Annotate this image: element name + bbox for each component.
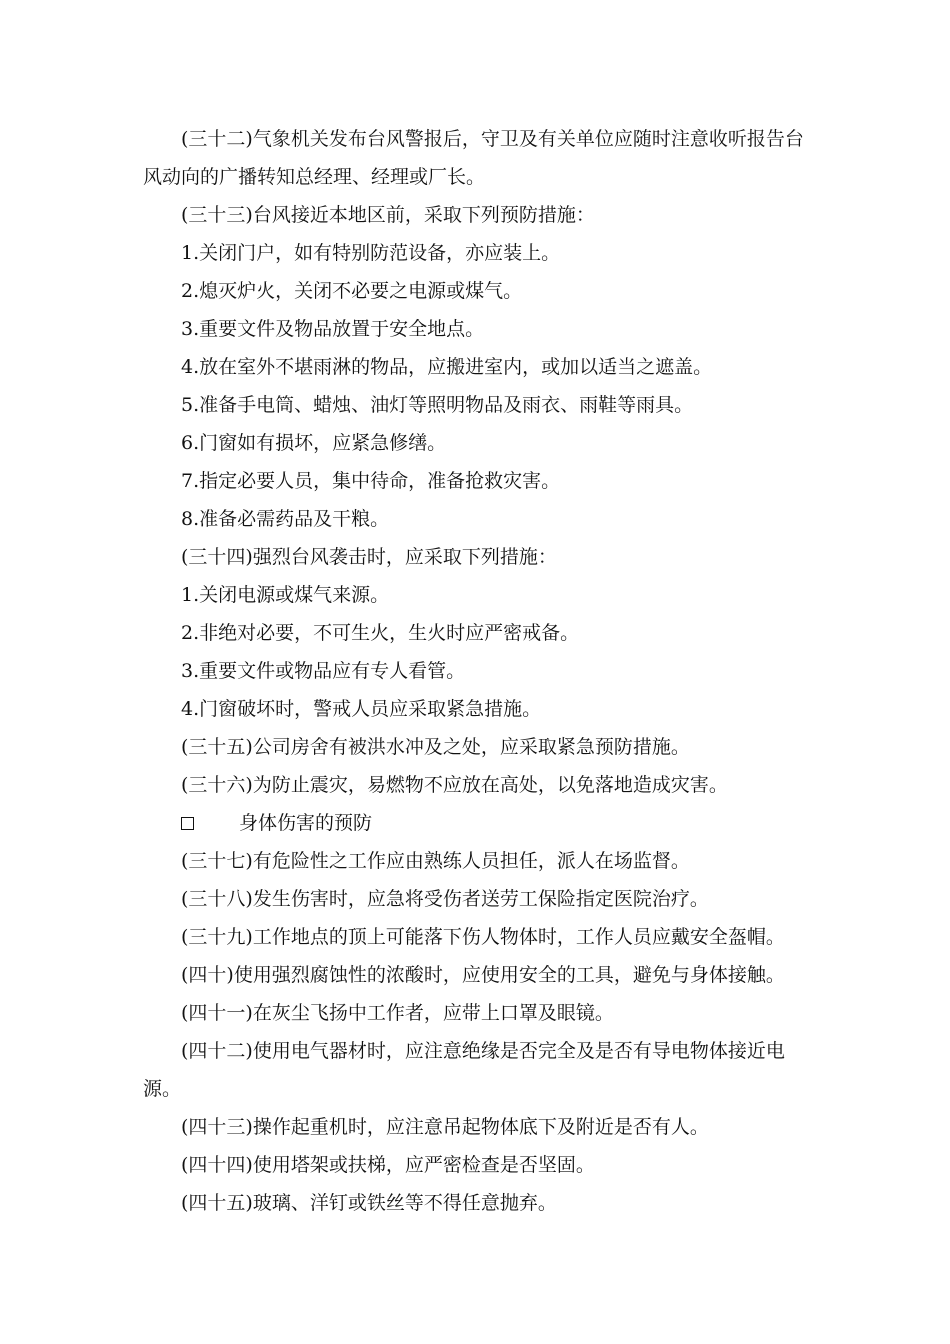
paragraph-45: (四十五)玻璃、洋钉或铁丝等不得任意抛弃。: [181, 1192, 557, 1214]
paragraph-35: (三十五)公司房舍有被洪水冲及之处，应采取紧急预防措施。: [181, 736, 690, 758]
paragraph-38: (三十八)发生伤害时，应急将受伤者送劳工保险指定医院治疗。: [181, 888, 709, 910]
list-item-34-2: 2.非绝对必要，不可生火，生火时应严密戒备。: [181, 622, 580, 644]
list-item-34-3: 3.重要文件或物品应有专人看管。: [181, 660, 466, 682]
paragraph-42: (四十二)使用电气器材时，应注意绝缘是否完全及是否有导电物体接近电源。: [143, 1040, 785, 1100]
document-body: [143, 120, 813, 1222]
list-item-33-4: 4.放在室外不堪雨淋的物品，应搬进室内，或加以适当之遮盖。: [181, 356, 713, 378]
paragraph-33: (三十三)台风接近本地区前，采取下列预防措施：: [181, 204, 595, 226]
list-item-33-1: 1.关闭门户，如有特别防范设备，亦应装上。: [181, 242, 561, 264]
list-item-33-8: 8.准备必需药品及干粮。: [181, 508, 390, 530]
list-item-33-3: 3.重要文件及物品放置于安全地点。: [181, 318, 485, 340]
paragraph-40: (四十)使用强烈腐蚀性的浓酸时，应使用安全的工具，避免与身体接触。: [181, 964, 785, 986]
list-item-34-4: 4.门窗破坏时，警戒人员应采取紧急措施。: [181, 698, 542, 720]
paragraph-36: (三十六)为防止震灾，易燃物不应放在高处，以免落地造成灾害。: [181, 774, 728, 796]
list-item-34-1: 1.关闭电源或煤气来源。: [181, 584, 390, 606]
paragraph-41: (四十一)在灰尘飞扬中工作者，应带上口罩及眼镜。: [181, 1002, 614, 1024]
paragraph-34: (三十四)强烈台风袭击时，应采取下列措施：: [181, 546, 557, 568]
list-item-33-6: 6.门窗如有损坏，应紧急修缮。: [181, 432, 447, 454]
section-heading: [143, 804, 813, 842]
list-item-33-7: 7.指定必要人员，集中待命，准备抢救灾害。: [181, 470, 561, 492]
paragraph-39: (三十九)工作地点的顶上可能落下伤人物体时，工作人员应戴安全盔帽。: [181, 926, 785, 948]
list-item-33-5: 5.准备手电筒、蜡烛、油灯等照明物品及雨衣、雨鞋等雨具。: [181, 394, 694, 416]
list-item-33-2: 2.熄灭炉火，关闭不必要之电源或煤气。: [181, 280, 523, 302]
paragraph-43: (四十三)操作起重机时，应注意吊起物体底下及附近是否有人。: [181, 1116, 709, 1138]
paragraph-37: (三十七)有危险性之工作应由熟练人员担任，派人在场监督。: [181, 850, 690, 872]
paragraph-44: (四十四)使用塔架或扶梯，应严密检查是否坚固。: [181, 1154, 595, 1176]
checkbox-square-icon: [181, 817, 194, 830]
section-heading-label: 身体伤害的预防: [239, 812, 373, 834]
paragraph-32: (三十二)气象机关发布台风警报后，守卫及有关单位应随时注意收听报告台风动向的广播转知总经理、经理或厂长。: [143, 128, 804, 188]
